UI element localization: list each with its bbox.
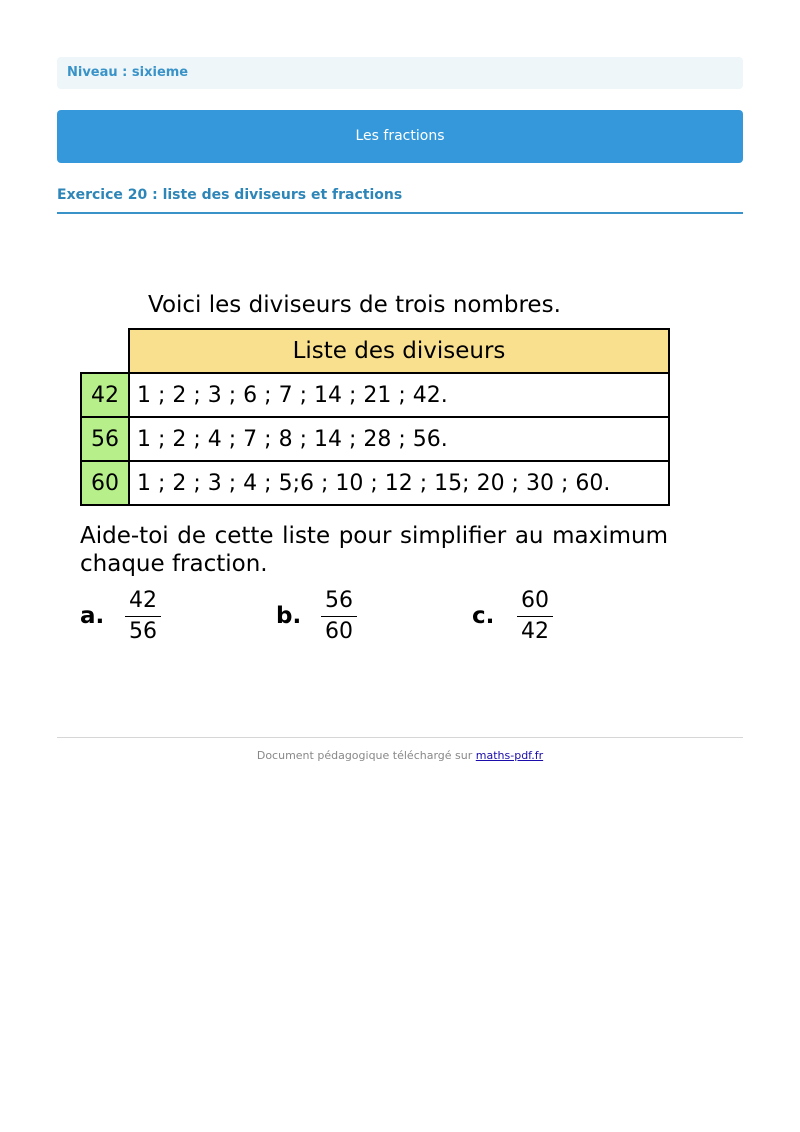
number-cell: 60 [81, 461, 129, 505]
table-row [81, 417, 669, 461]
table-corner [81, 329, 129, 373]
denominator: 42 [521, 619, 549, 644]
exercise-title: Exercice 20 : liste des diviseurs et fractions [57, 185, 743, 214]
number-cell: 56 [81, 417, 129, 461]
table-header-row [81, 329, 669, 373]
numerator: 56 [325, 588, 353, 613]
fraction-bar [125, 616, 161, 617]
numerator: 60 [521, 588, 549, 613]
table-row [81, 461, 669, 505]
divisor-list-cell: 1 ; 2 ; 3 ; 4 ; 5;6 ; 10 ; 12 ; 15; 20 ; 30 ; 60. [129, 461, 669, 505]
footer-divider [57, 737, 743, 738]
fraction [321, 588, 357, 645]
fraction-bar [517, 616, 553, 617]
divisors-table [80, 328, 670, 506]
denominator: 60 [325, 619, 353, 644]
level-label: Niveau : sixieme [57, 57, 743, 89]
fraction-bar [321, 616, 357, 617]
fraction [125, 588, 161, 645]
page-title: Les fractions [57, 110, 743, 163]
intro-text: Voici les diviseurs de trois nombres. [148, 292, 561, 318]
fraction-letter: a. [80, 603, 105, 629]
denominator: 56 [129, 619, 157, 644]
divisor-list-cell: 1 ; 2 ; 4 ; 7 ; 8 ; 14 ; 28 ; 56. [129, 417, 669, 461]
footer [0, 749, 800, 762]
footer-link[interactable]: maths-pdf.fr [475, 749, 544, 762]
fraction [517, 588, 553, 645]
fraction-letter: c. [472, 603, 495, 629]
footer-text: Document pédagogique téléchargé sur [256, 749, 473, 762]
table-header: Liste des diviseurs [129, 329, 669, 373]
number-cell: 42 [81, 373, 129, 417]
numerator: 42 [129, 588, 157, 613]
divisor-list-cell: 1 ; 2 ; 3 ; 6 ; 7 ; 14 ; 21 ; 42. [129, 373, 669, 417]
fraction-letter: b. [276, 603, 302, 629]
instruction-text: Aide-toi de cette liste pour simplifier au maximum chaque fraction. [80, 523, 668, 577]
table-row [81, 373, 669, 417]
